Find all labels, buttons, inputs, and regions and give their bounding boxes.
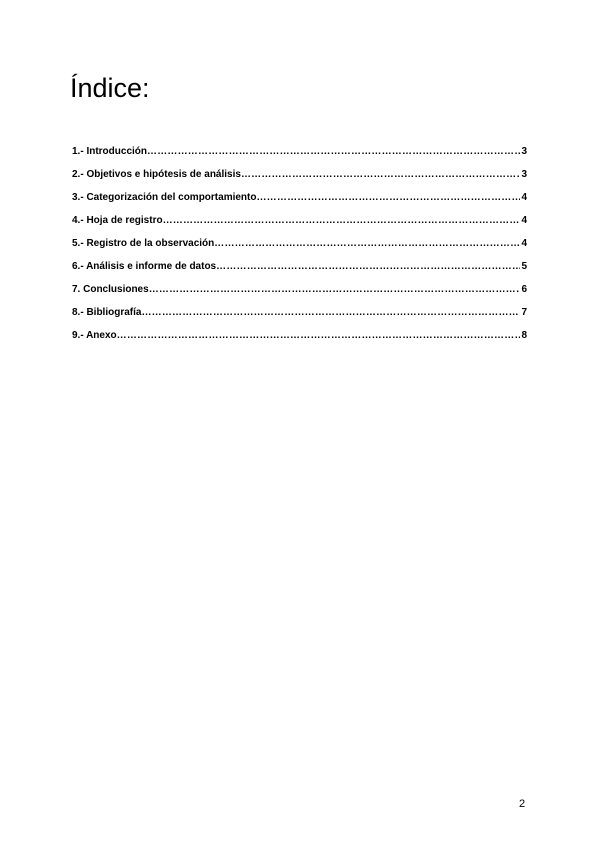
toc-entry-bibliografia[interactable]: [72, 307, 527, 330]
toc-entry-label: 1.- Introducción: [72, 146, 147, 157]
page-number: 2: [519, 798, 526, 810]
toc-entry-analisis[interactable]: [72, 261, 527, 284]
toc-dot-leader: [241, 169, 520, 180]
toc-dot-leader: [214, 238, 520, 249]
table-of-contents: [72, 146, 527, 353]
toc-entry-label: 8.- Bibliografía: [72, 307, 142, 318]
toc-entry-label: 9.- Anexo: [72, 330, 117, 341]
toc-entry-page: 7: [521, 307, 527, 318]
toc-dot-leader: [141, 307, 520, 318]
toc-entry-hoja-registro[interactable]: [72, 215, 527, 238]
toc-entry-label: 6.- Análisis e informe de datos: [72, 261, 217, 272]
toc-entry-page: 3: [521, 146, 527, 157]
toc-entry-page: 6: [521, 284, 527, 295]
toc-entry-page: 4: [521, 192, 527, 203]
toc-entry-label: 5.- Registro de la observación: [72, 238, 215, 249]
toc-entry-objetivos[interactable]: [72, 169, 527, 192]
toc-entry-introduccion[interactable]: [72, 146, 527, 169]
toc-entry-page: 8: [521, 330, 527, 341]
toc-dot-leader: [163, 215, 521, 226]
toc-entry-categorizacion[interactable]: [72, 192, 527, 215]
toc-entry-label: 4.- Hoja de registro: [72, 215, 163, 226]
toc-entry-page: 3: [521, 169, 527, 180]
page-title: Índice:: [70, 73, 150, 103]
toc-entry-label: 3.- Categorización del comportamiento: [72, 192, 257, 203]
toc-entry-page: 4: [521, 238, 527, 249]
toc-dot-leader: [216, 261, 520, 272]
toc-dot-leader: [117, 330, 521, 341]
toc-dot-leader: [147, 146, 520, 157]
toc-entry-conclusiones[interactable]: [72, 284, 527, 307]
toc-entry-anexo[interactable]: [72, 330, 527, 353]
toc-dot-leader: [149, 284, 521, 295]
toc-entry-label: 2.- Objetivos e hipótesis de análisis: [72, 169, 241, 180]
toc-entry-page: 4: [521, 215, 527, 226]
toc-dot-leader: [256, 192, 520, 203]
toc-entry-label: 7. Conclusiones: [72, 284, 149, 295]
toc-entry-page: 5: [521, 261, 527, 272]
toc-entry-registro-observacion[interactable]: [72, 238, 527, 261]
